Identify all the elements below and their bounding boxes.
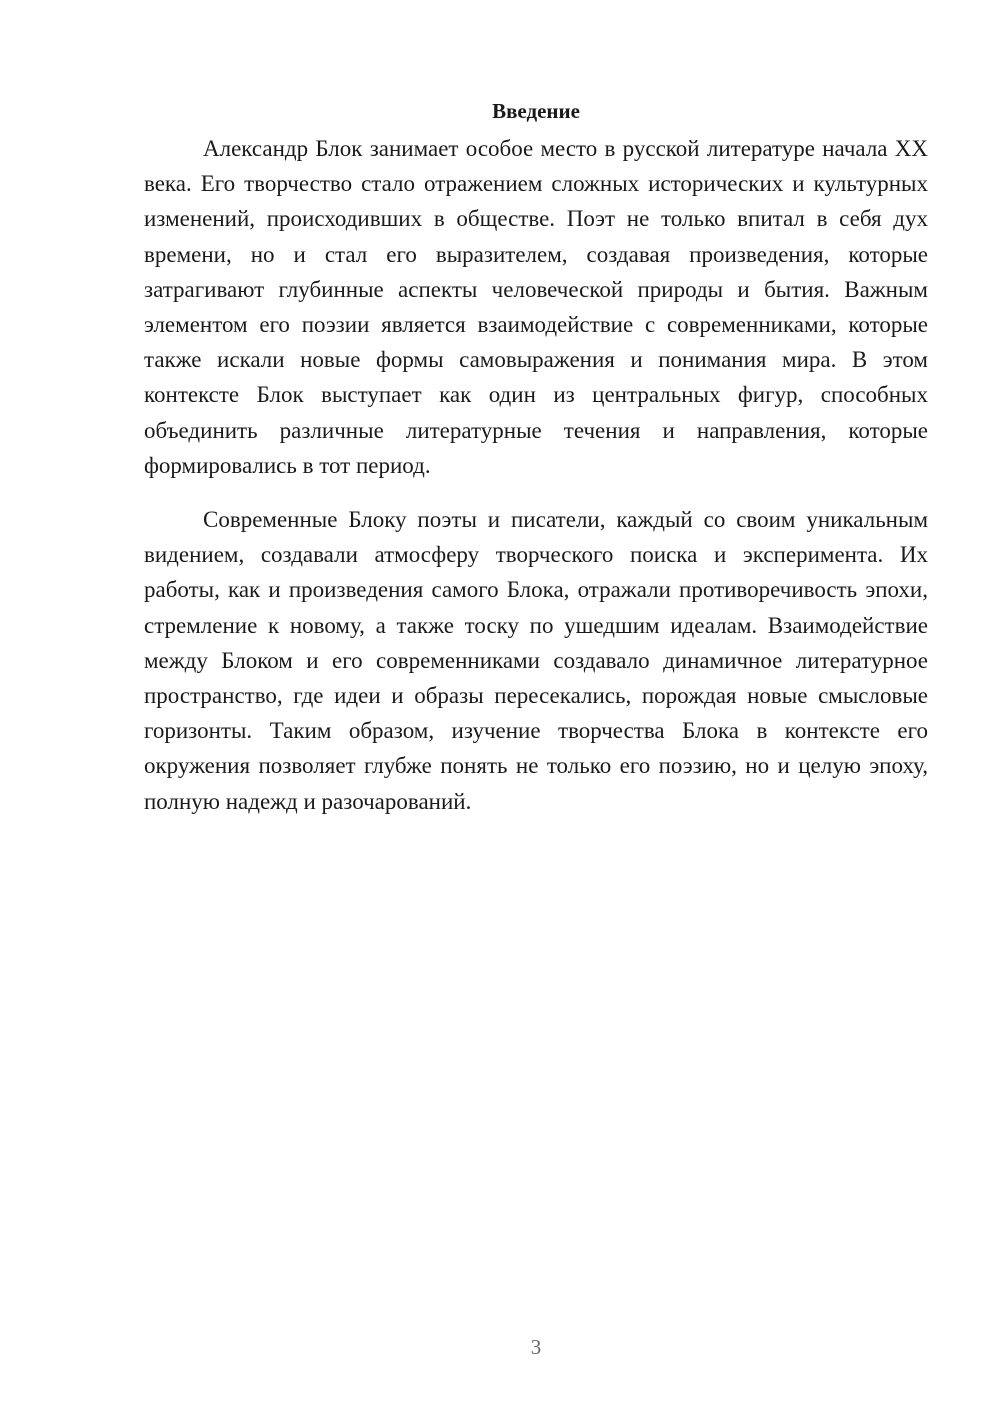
page-number: 3 bbox=[530, 1335, 542, 1359]
paragraph-1: Александр Блок занимает особое место в русской литературе начала XX века. Его творчество стало отражением сложных исторических и культурных изменений, происходивших в обществе. Поэт не только впитал в себя дух времени, но и стал его выразителем, создавая произведения, которые затрагивают глубинные аспекты человеческой природы и бытия. Важным элементом его поэзии является взаимодействие с современниками, которые также искали новые формы самовыражения и понимания мира. В этом контексте Блок выступает как один из центральных фигур, способных объединить различные литературные течения и направления, которые формировались в тот период. bbox=[144, 136, 928, 478]
section-heading: Введение bbox=[492, 99, 580, 123]
page-content bbox=[144, 94, 928, 819]
paragraph-2: Современные Блоку поэты и писатели, каждый со своим уникальным видением, создавали атмосферу творческого поиска и эксперимента. Их работы, как и произведения самого Блока, отражали противоречивость эпохи, стремление к новому, а также тоску по ушедшим идеалам. Взаимодействие между Блоком и его современниками создавало динамичное литературное пространство, где идеи и образы пересекались, порождая новые смысловые горизонты. Таким образом, изучение творчества Блока в контексте его окружения позволяет глубже понять не только его поэзию, но и целую эпоху, полную надежд и разочарований. bbox=[144, 507, 928, 814]
